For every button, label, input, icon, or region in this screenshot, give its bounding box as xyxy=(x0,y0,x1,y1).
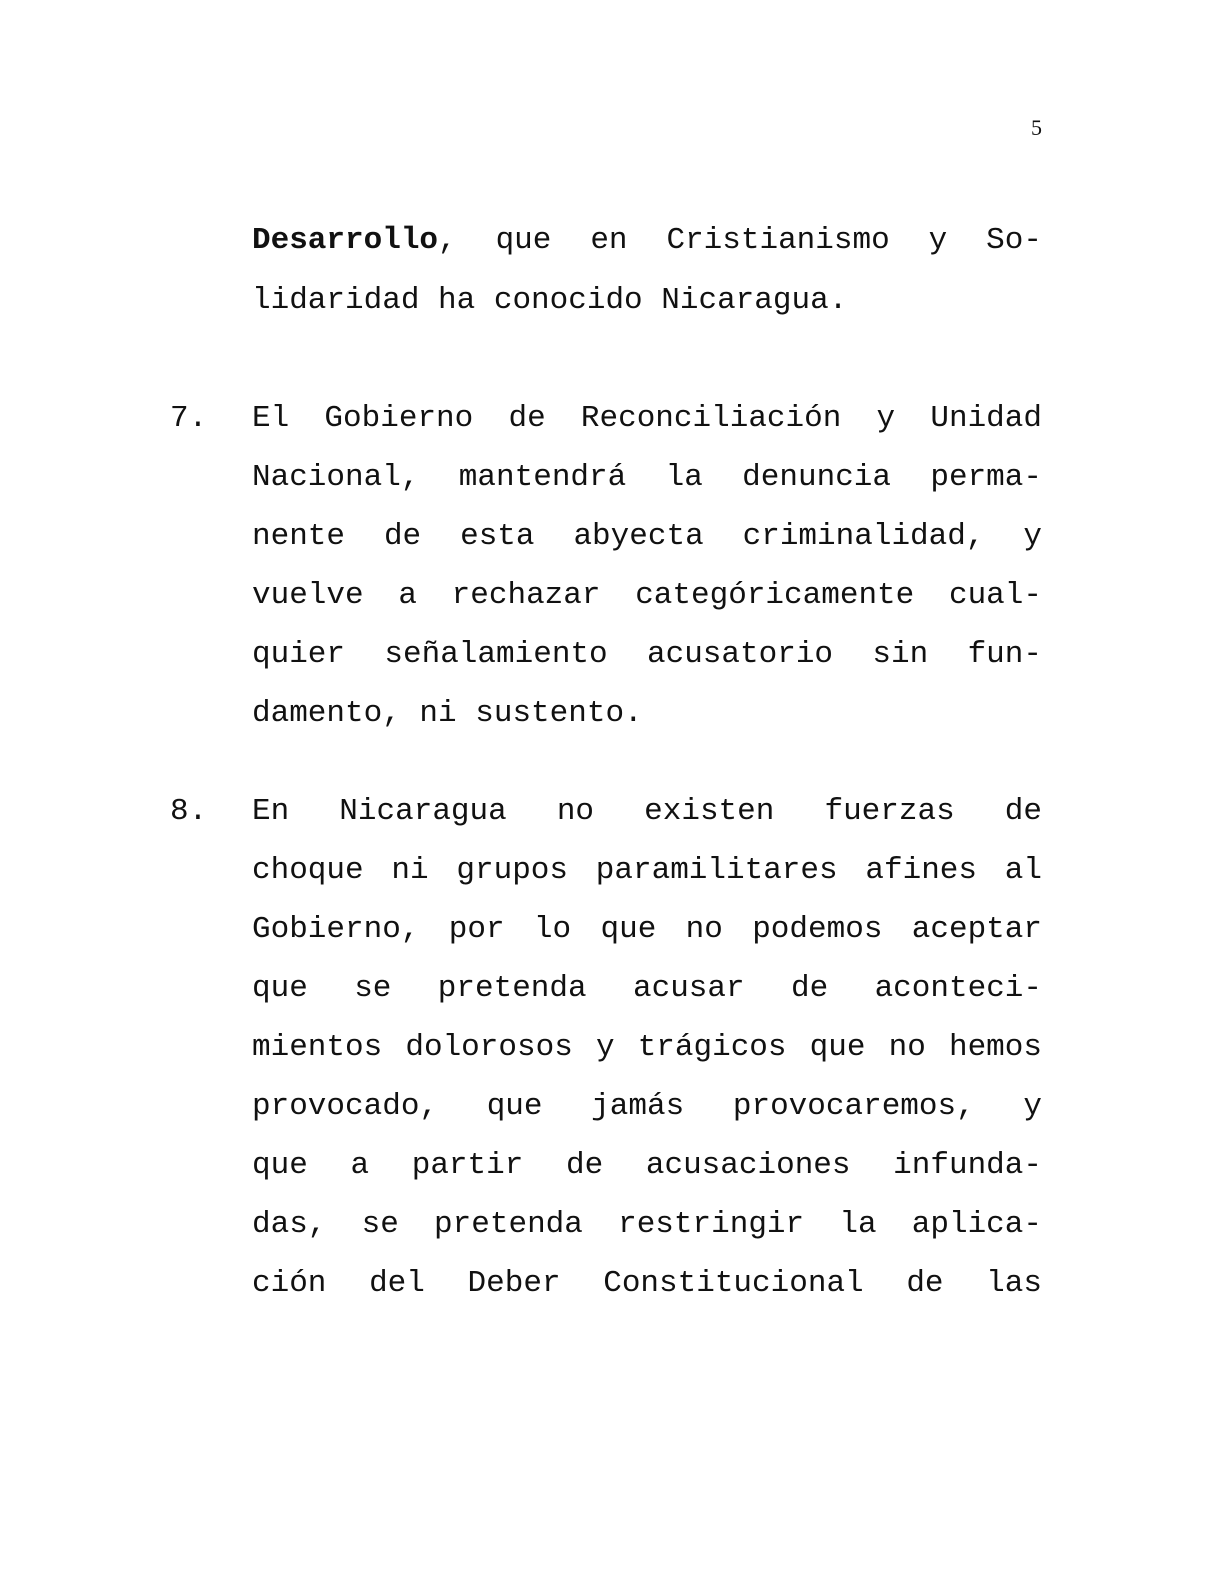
item-7-number: 7. xyxy=(170,401,208,436)
item-7-line-4: vuelve a rechazar categóricamente cual- xyxy=(252,578,1042,613)
item-7-line-2: Nacional, mantendrá la denuncia perma- xyxy=(252,460,1042,495)
intro-line-1-rest: , que en Cristianismo y So- xyxy=(438,223,1042,258)
item-7-line-6: damento, ni sustento. xyxy=(252,696,643,731)
intro-line-2: lidaridad ha conocido Nicaragua. xyxy=(252,283,848,318)
item-7-line-5: quier señalamiento acusatorio sin fun- xyxy=(252,637,1042,672)
item-8-line-1: En Nicaragua no existen fuerzas de xyxy=(252,794,1042,829)
intro-line-1 xyxy=(252,221,1042,261)
page-number: 5 xyxy=(1031,115,1042,140)
intro-bold-term: Desarrollo xyxy=(252,223,439,258)
item-8-line-6: provocado, que jamás provocaremos, y xyxy=(252,1089,1042,1124)
item-7-line-3: nente de esta abyecta criminalidad, y xyxy=(252,519,1042,554)
item-8-line-5: mientos dolorosos y trágicos que no hemos xyxy=(252,1030,1042,1065)
item-8-line-2: choque ni grupos paramilitares afines al xyxy=(252,853,1042,888)
item-8-line-8: das, se pretenda restringir la aplica- xyxy=(252,1207,1042,1242)
item-8-line-7: que a partir de acusaciones infunda- xyxy=(252,1148,1042,1183)
item-8-line-4: que se pretenda acusar de aconteci- xyxy=(252,971,1042,1006)
item-8-line-3: Gobierno, por lo que no podemos aceptar xyxy=(252,912,1042,947)
item-7-line-1: El Gobierno de Reconciliación y Unidad xyxy=(252,401,1042,436)
item-8-line-9: ción del Deber Constitucional de las xyxy=(252,1266,1042,1301)
item-8-number: 8. xyxy=(170,794,208,829)
